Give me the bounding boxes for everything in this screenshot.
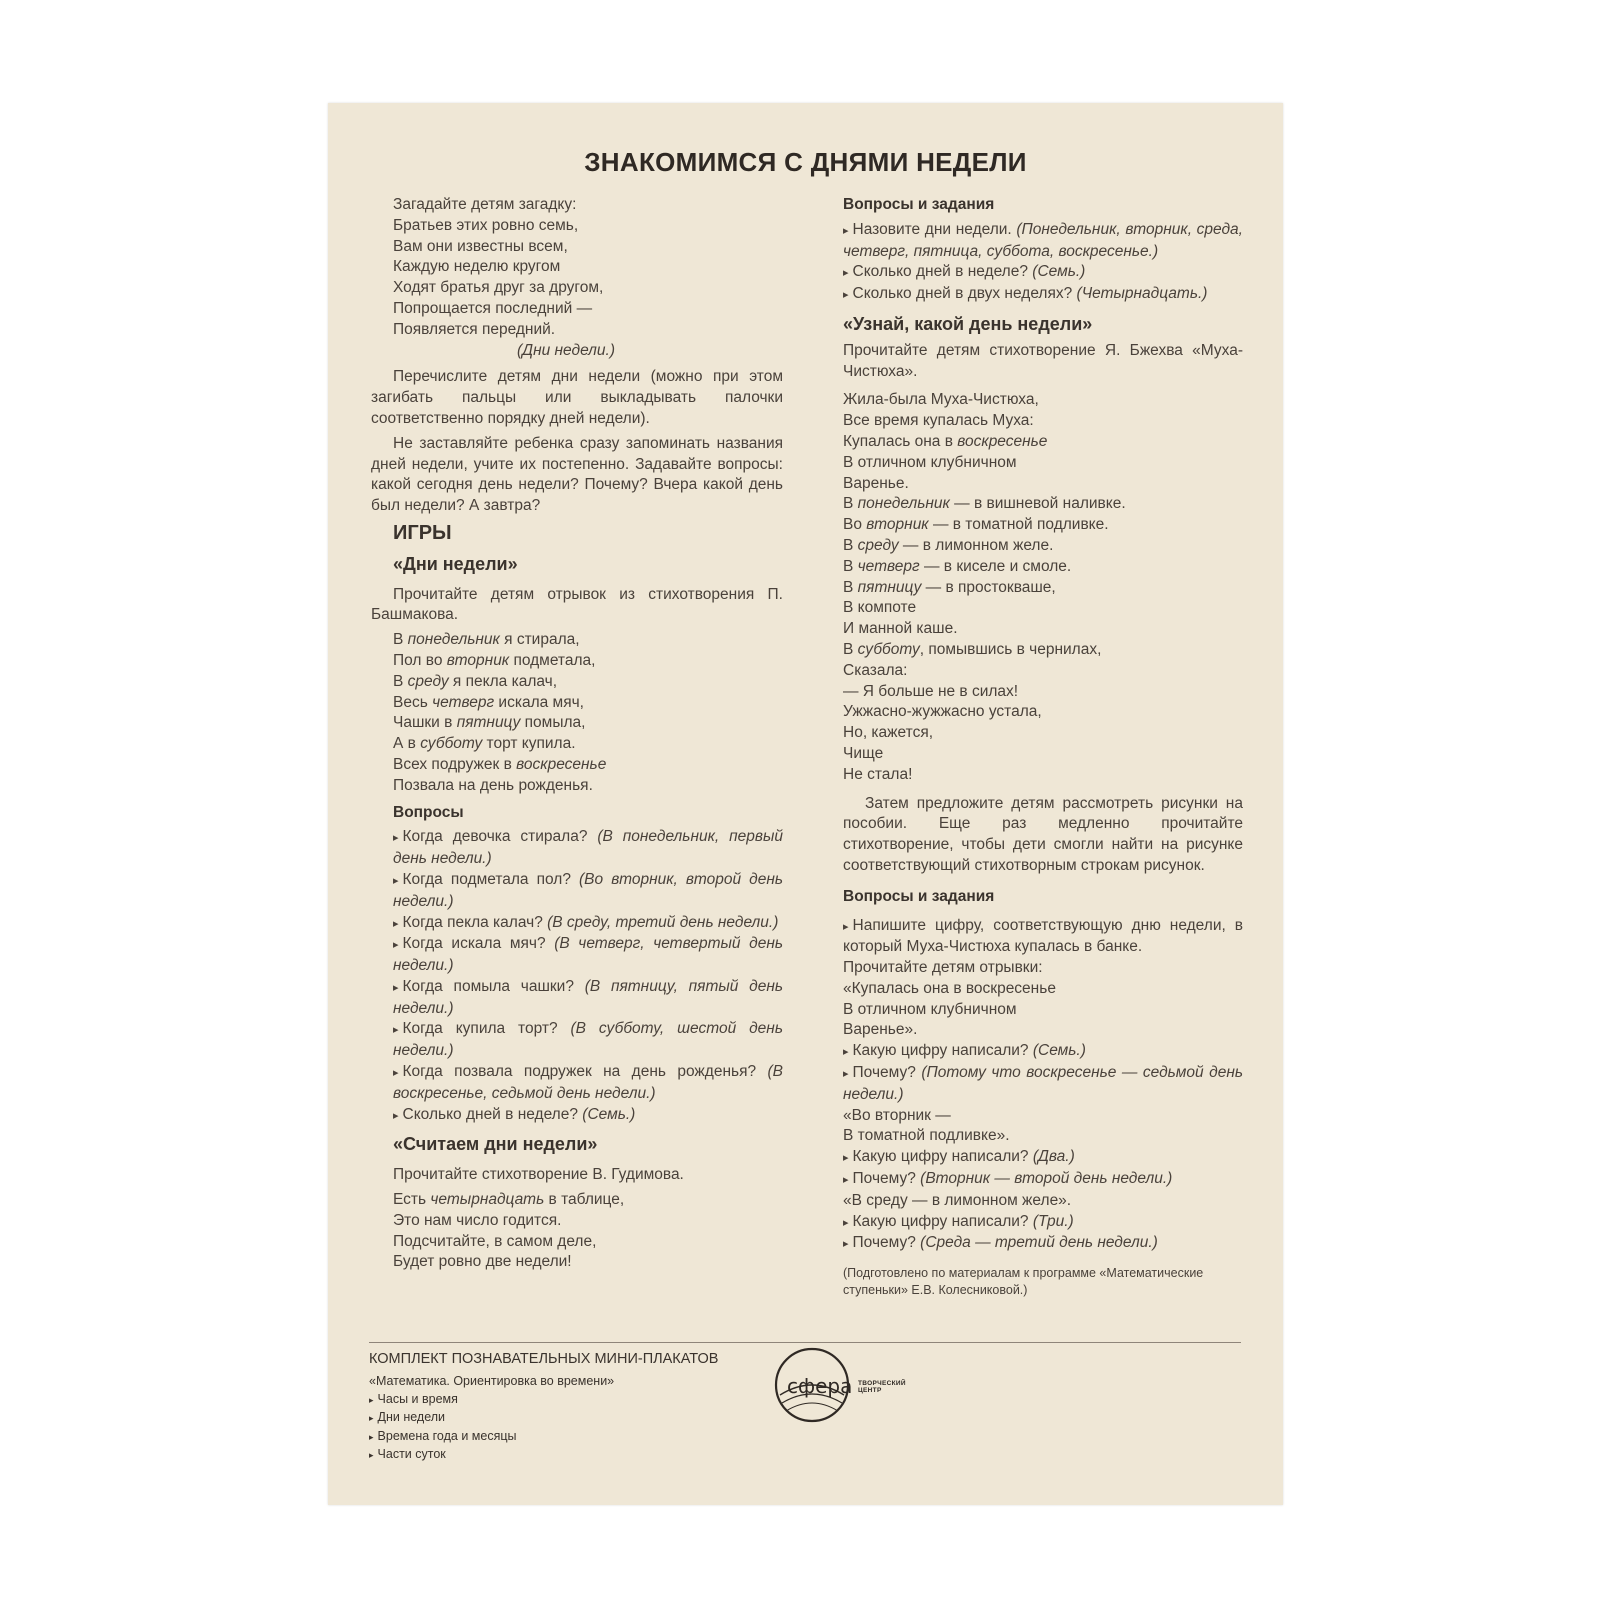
series-item: ▸ Времена года и месяцы: [369, 1428, 517, 1443]
riddle-answer: (Дни недели.): [517, 341, 616, 359]
logo-subtitle: ТВОРЧЕСКИЙ ЦЕНТР: [858, 1380, 906, 1394]
game-intro: Прочитайте детям стихотворение Я. Бжехва «Муха-Чистюха».: [843, 341, 1243, 380]
question-item: ▸ Сколько дней в двух неделях? (Четырнадцать.): [843, 285, 1208, 303]
question-item: ▸ Какую цифру написали? (Два.): [843, 1148, 1075, 1166]
bullet-icon: ▸: [393, 981, 399, 994]
poem-line: Будет ровно две недели!: [393, 1253, 572, 1271]
question-item: ▸ Когда помыла чашки? (В пятницу, пятый день недели.): [393, 977, 784, 1017]
bullet-icon: ▸: [843, 1174, 849, 1187]
game-title: «Дни недели»: [393, 553, 518, 574]
series-title: КОМПЛЕКТ ПОЗНАВАТЕЛЬНЫХ МИНИ-ПЛАКАТОВ: [369, 1351, 719, 1367]
question-item: ▸ Когда подметала пол? (Во вторник, второй день недели.): [393, 870, 783, 910]
poem-line: А в субботу торт купила.: [393, 735, 576, 753]
question-item: ▸ Когда позвала подружек на день рожденья? (В воскресенье, седьмой день недели.): [393, 1063, 783, 1102]
paragraph: Перечислите детям дни недели (можно при этом загибать пальцы или выкладывать палочки соответственно порядку дней недели).: [371, 368, 783, 427]
riddle-line: Братьев этих ровно семь,: [393, 216, 579, 234]
poem-line: Варенье.: [843, 474, 909, 492]
riddle-line: Вам они известны всем,: [393, 237, 568, 255]
poem-line: В понедельник я стирала,: [393, 631, 580, 649]
series-item: ▸ Дни недели: [369, 1410, 446, 1424]
series-item: ▸ Часы и время: [369, 1391, 458, 1406]
poem-line: Купалась она в воскресенье: [843, 432, 1048, 450]
poem-line: Есть четырнадцать в таблице,: [393, 1191, 625, 1209]
logo-text: сфера: [787, 1374, 853, 1398]
bullet-icon: ▸: [393, 874, 399, 887]
question-item: ▸ Назовите дни недели. (Понедельник, вторник, среда, четверг, пятница, суббота, воскресенье.): [843, 220, 1243, 260]
poem-line: Но, кажется,: [843, 724, 934, 742]
bullet-icon: ▸: [393, 917, 399, 930]
poem-line: Не стала!: [843, 765, 913, 783]
poem-line: Сказала:: [843, 661, 908, 679]
riddle-line: Попрощается последний —: [393, 299, 593, 317]
bullet-icon: ▸: [843, 1216, 849, 1229]
paragraph: Не заставляйте ребенка сразу запоминать названия дней недели, учите их постепенно. Задавайте вопросы: какой сегодня день недели? Почему? Вчера какой день был недели? А завтра?: [371, 434, 783, 515]
poem-line: Жила-была Муха-Чистюха,: [843, 391, 1039, 409]
poster-back-sheet: [328, 103, 1283, 1505]
right-column: [843, 195, 1243, 1299]
poem-line: Во вторник — в томатной подливке.: [843, 516, 1109, 534]
page-title: ЗНАКОМИМСЯ С ДНЯМИ НЕДЕЛИ: [584, 147, 1027, 177]
question-item: ▸ Какую цифру написали? (Семь.): [843, 1042, 1086, 1060]
task: ▸ Напишите цифру, соответствующую дню недели, в который Муха-Чистюха купалась в банке.: [843, 916, 1243, 956]
footer-divider: [369, 1342, 1241, 1343]
series-list: [369, 1373, 614, 1465]
bullet-icon: ▸: [393, 832, 399, 845]
bullet-icon: ▸: [843, 1238, 849, 1251]
poem-line: Чище: [843, 744, 884, 762]
riddle-line: Появляется передний.: [393, 320, 556, 338]
text-line: Варенье».: [843, 1021, 918, 1039]
bullet-icon: ▸: [843, 1046, 849, 1059]
riddle-line: Загадайте детям загадку:: [393, 196, 577, 213]
poem-line: В компоте: [843, 599, 917, 617]
bullet-icon: ▸: [393, 1024, 399, 1037]
questions-heading: Вопросы и задания: [843, 887, 995, 905]
poem-line: Подсчитайте, в самом деле,: [393, 1232, 597, 1250]
bullet-icon: ▸: [843, 1068, 849, 1081]
text-line: В отличном клубничном: [843, 1000, 1017, 1018]
text-line: В томатной подливке».: [843, 1127, 1010, 1145]
poem-line: Позвала на день рожденья.: [393, 776, 593, 794]
task-text: Напишите цифру, соответствующую дню недели, в который Муха-Чистюха купалась в банке.: [843, 916, 1243, 956]
question-item: ▸ Почему? (Потому что воскресенье — седьмой день недели.): [843, 1064, 1243, 1103]
question-item: ▸ Какую цифру написали? (Три.): [843, 1212, 1074, 1230]
source-note: (Подготовлено по материалам к программе «Математические ступеньки» Е.В. Колесниковой.): [843, 1266, 1204, 1298]
game-title: «Считаем дни недели»: [393, 1134, 598, 1155]
question-item: ▸ Почему? (Среда — третий день недели.): [843, 1234, 1158, 1252]
bullet-icon: ▸: [393, 1067, 399, 1080]
question-item: ▸ Сколько дней в неделе? (Семь.): [393, 1105, 636, 1123]
paragraph: Затем предложите детям рассмотреть рисунки на пособии. Еще раз медленно прочитайте стихотворение, чтобы дети смогли найти на рисунке соответствующий стихотворным строкам рисунок.: [843, 794, 1243, 874]
text-line: «Купалась она в воскресенье: [843, 979, 1056, 997]
poem-line: И манной каше.: [843, 620, 958, 638]
poem-line: В отличном клубничном: [843, 453, 1017, 471]
series-name: «Математика. Ориентировка во времени»: [369, 1374, 615, 1388]
poem-line: В среду — в лимонном желе.: [843, 536, 1054, 554]
bullet-icon: ▸: [843, 267, 849, 280]
game-title: «Узнай, какой день недели»: [843, 313, 1093, 334]
question-item: ▸ Когда искала мяч? (В четверг, четвертый день недели.): [393, 935, 783, 975]
poem-line: Все время купалась Муха:: [843, 412, 1034, 430]
bullet-icon: ▸: [393, 1109, 399, 1122]
poem-line: Это нам число годится.: [393, 1211, 562, 1229]
bullet-icon: ▸: [843, 224, 849, 237]
riddle-line: Каждую неделю кругом: [393, 258, 561, 276]
riddle: [371, 195, 783, 361]
riddle-line: Ходят братья друг за другом,: [393, 279, 604, 297]
poem-line: В пятницу — в простокваше,: [843, 578, 1056, 596]
bullet-icon: ▸: [843, 289, 849, 302]
question-list: [843, 220, 1243, 306]
bullet-icon: ▸: [843, 1152, 849, 1165]
question-list: [371, 827, 783, 1126]
questions-heading: Вопросы: [393, 803, 464, 821]
questions-heading: Вопросы и задания: [843, 196, 995, 213]
question-item: ▸ Сколько дней в неделе? (Семь.): [843, 263, 1086, 281]
poem: [843, 390, 1243, 785]
question-item: ▸ Почему? (Вторник — второй день недели.): [843, 1170, 1173, 1188]
text-line: «Во вторник —: [843, 1106, 951, 1124]
poem-line: Всех подружек в воскресенье: [393, 755, 607, 773]
game-intro: Прочитайте стихотворение В. Гудимова.: [393, 1166, 684, 1184]
text-line: Прочитайте детям отрывки:: [843, 959, 1043, 977]
poem-line: В понедельник — в вишневой наливке.: [843, 495, 1126, 513]
text-line: «В среду — в лимонном желе».: [843, 1191, 1072, 1209]
games-heading: ИГРЫ: [393, 521, 452, 544]
question-list: [843, 958, 1243, 1255]
poem-line: В среду я пекла калач,: [393, 672, 558, 690]
bullet-icon: ▸: [393, 939, 399, 952]
poem-line: Весь четверг искала мяч,: [393, 693, 584, 711]
question-item: ▸ Когда пекла калач? (В среду, третий день недели.): [393, 913, 779, 931]
poem: [371, 1190, 783, 1273]
poem-line: Чашки в пятницу помыла,: [393, 714, 586, 732]
question-item: ▸ Когда девочка стирала? (В понедельник, первый день недели.): [393, 828, 784, 868]
poem: [371, 630, 783, 796]
poem-line: В четверг — в киселе и смоле.: [843, 557, 1072, 575]
question-item: ▸ Когда купила торт? (В субботу, шестой день недели.): [393, 1020, 783, 1060]
poem-line: Пол во вторник подметала,: [393, 651, 596, 669]
poem-line: В субботу, помывшись в чернилах,: [843, 640, 1102, 658]
poem-line: — Я больше не в силах!: [843, 682, 1019, 700]
game-intro: Прочитайте детям отрывок из стихотворения П. Башмакова.: [371, 585, 783, 624]
poem-line: Ужжасно-жужжасно устала,: [843, 703, 1042, 721]
series-item: ▸ Части суток: [369, 1447, 446, 1461]
left-column: [371, 195, 783, 1279]
